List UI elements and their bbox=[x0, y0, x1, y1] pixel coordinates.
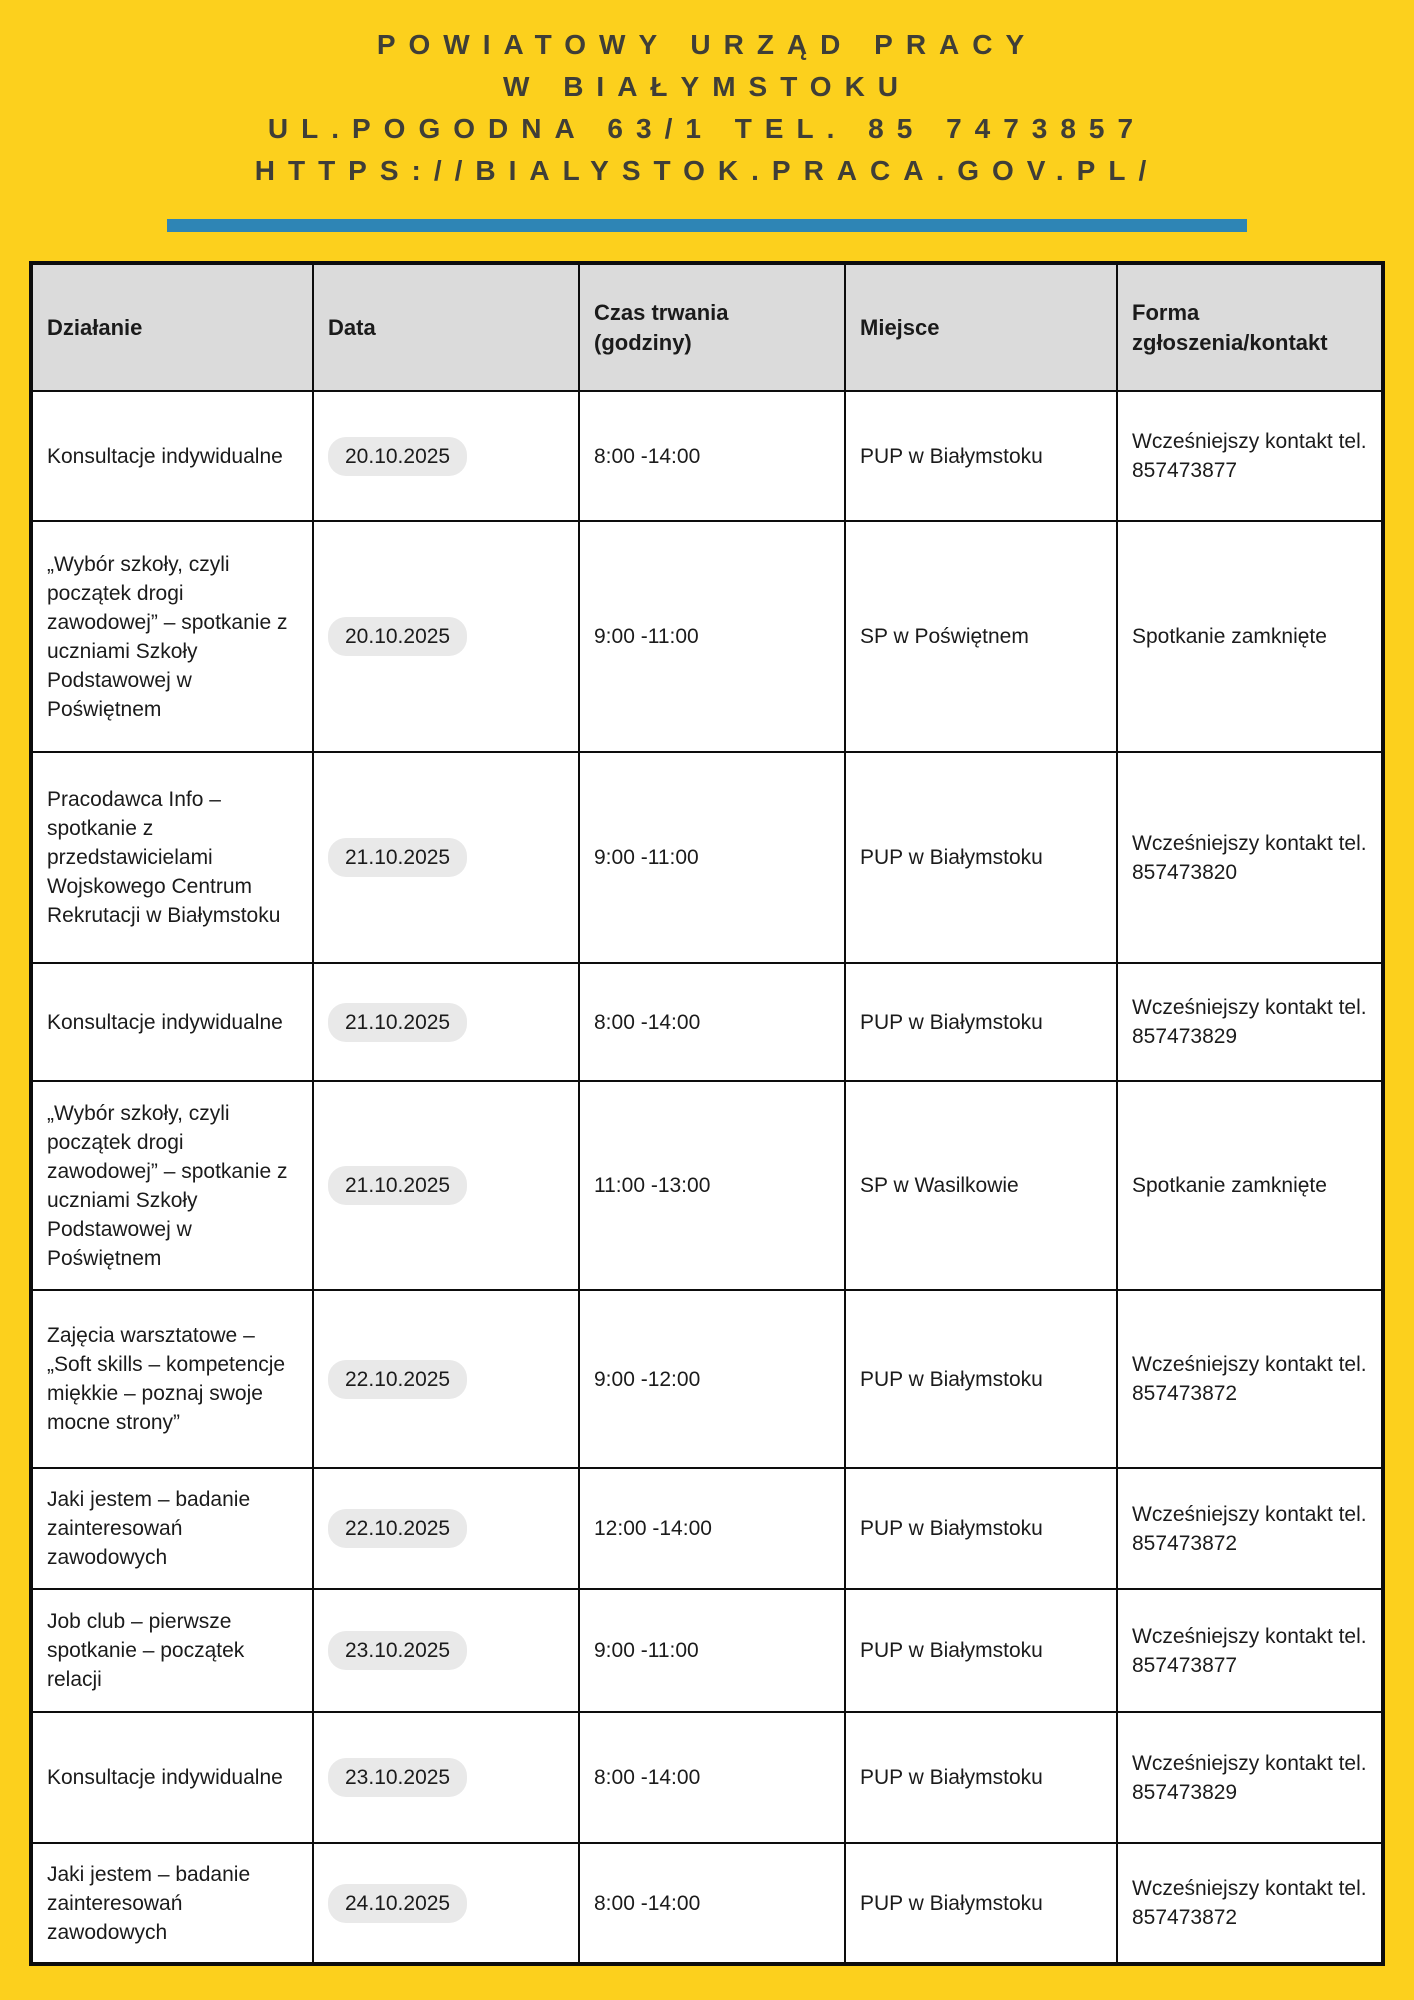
cell-time: 12:00 -14:00 bbox=[579, 1468, 845, 1589]
date-pill: 21.10.2025 bbox=[328, 1166, 467, 1205]
table-row bbox=[31, 1843, 1383, 1964]
cell-date bbox=[313, 1843, 579, 1964]
cell-contact: Wcześniejszy kontakt tel. 857473829 bbox=[1117, 963, 1383, 1081]
cell-date bbox=[313, 391, 579, 521]
cell-contact: Spotkanie zamknięte bbox=[1117, 521, 1383, 752]
cell-time: 8:00 -14:00 bbox=[579, 1843, 845, 1964]
column-header-contact: Forma zgłoszenia/kontakt bbox=[1117, 263, 1383, 391]
cell-action: Pracodawca Info – spotkanie z przedstawicielami Wojskowego Centrum Rekrutacji w Białymstoku bbox=[31, 752, 313, 963]
date-pill: 21.10.2025 bbox=[328, 1003, 467, 1042]
date-pill: 22.10.2025 bbox=[328, 1360, 467, 1399]
cell-action: „Wybór szkoły, czyli początek drogi zawodowej” – spotkanie z uczniami Szkoły Podstawowej w Poświętnem bbox=[31, 1081, 313, 1290]
table-row bbox=[31, 521, 1383, 752]
cell-time: 11:00 -13:00 bbox=[579, 1081, 845, 1290]
cell-place: SP w Poświętnem bbox=[845, 521, 1117, 752]
table-row bbox=[31, 1081, 1383, 1290]
date-pill: 24.10.2025 bbox=[328, 1884, 467, 1923]
cell-action: Konsultacje indywidualne bbox=[31, 1712, 313, 1843]
table-row bbox=[31, 391, 1383, 521]
events-schedule-table bbox=[29, 261, 1385, 1966]
cell-time: 8:00 -14:00 bbox=[579, 391, 845, 521]
cell-place: SP w Wasilkowie bbox=[845, 1081, 1117, 1290]
cell-place: PUP w Białymstoku bbox=[845, 1712, 1117, 1843]
cell-action: Jaki jestem – badanie zainteresowań zawodowych bbox=[31, 1468, 313, 1589]
cell-contact: Wcześniejszy kontakt tel. 857473872 bbox=[1117, 1290, 1383, 1468]
cell-action: Jaki jestem – badanie zainteresowań zawodowych bbox=[31, 1843, 313, 1964]
cell-time: 8:00 -14:00 bbox=[579, 1712, 845, 1843]
cell-action: Konsultacje indywidualne bbox=[31, 391, 313, 521]
cell-place: PUP w Białymstoku bbox=[845, 391, 1117, 521]
cell-place: PUP w Białymstoku bbox=[845, 963, 1117, 1081]
cell-place: PUP w Białymstoku bbox=[845, 1290, 1117, 1468]
table-row bbox=[31, 752, 1383, 963]
cell-contact: Spotkanie zamknięte bbox=[1117, 1081, 1383, 1290]
cell-date bbox=[313, 1468, 579, 1589]
cell-place: PUP w Białymstoku bbox=[845, 1589, 1117, 1712]
cell-contact: Wcześniejszy kontakt tel. 857473820 bbox=[1117, 752, 1383, 963]
cell-time: 8:00 -14:00 bbox=[579, 963, 845, 1081]
date-pill: 20.10.2025 bbox=[328, 437, 467, 476]
cell-date bbox=[313, 963, 579, 1081]
accent-divider-bar bbox=[167, 219, 1247, 232]
table-row bbox=[31, 963, 1383, 1081]
cell-contact: Wcześniejszy kontakt tel. 857473877 bbox=[1117, 1589, 1383, 1712]
cell-contact: Wcześniejszy kontakt tel. 857473872 bbox=[1117, 1843, 1383, 1964]
cell-date bbox=[313, 1712, 579, 1843]
column-header-time: Czas trwania (godziny) bbox=[579, 263, 845, 391]
table-header-row bbox=[31, 263, 1383, 391]
table-row bbox=[31, 1589, 1383, 1712]
date-pill: 22.10.2025 bbox=[328, 1509, 467, 1548]
cell-action: Job club – pierwsze spotkanie – początek relacji bbox=[31, 1589, 313, 1712]
cell-time: 9:00 -11:00 bbox=[579, 1589, 845, 1712]
office-name-line2: W BIAŁYMSTOKU bbox=[502, 71, 912, 102]
date-pill: 21.10.2025 bbox=[328, 838, 467, 877]
cell-place: PUP w Białymstoku bbox=[845, 1468, 1117, 1589]
cell-date bbox=[313, 1081, 579, 1290]
office-website: HTTPS://BIALYSTOK.PRACA.GOV.PL/ bbox=[254, 155, 1160, 186]
cell-place: PUP w Białymstoku bbox=[845, 1843, 1117, 1964]
cell-time: 9:00 -11:00 bbox=[579, 521, 845, 752]
cell-time: 9:00 -11:00 bbox=[579, 752, 845, 963]
column-header-place: Miejsce bbox=[845, 263, 1117, 391]
office-address-phone: UL.POGODNA 63/1 TEL. 85 7473857 bbox=[267, 113, 1147, 144]
table-row bbox=[31, 1468, 1383, 1589]
cell-contact: Wcześniejszy kontakt tel. 857473877 bbox=[1117, 391, 1383, 521]
cell-date bbox=[313, 752, 579, 963]
cell-date bbox=[313, 521, 579, 752]
office-masthead bbox=[0, 0, 1414, 192]
office-name-line1: POWIATOWY URZĄD PRACY bbox=[376, 29, 1038, 60]
date-pill: 23.10.2025 bbox=[328, 1631, 467, 1670]
date-pill: 20.10.2025 bbox=[328, 617, 467, 656]
table-row bbox=[31, 1712, 1383, 1843]
column-header-action: Działanie bbox=[31, 263, 313, 391]
cell-action: Konsultacje indywidualne bbox=[31, 963, 313, 1081]
date-pill: 23.10.2025 bbox=[328, 1758, 467, 1797]
cell-action: „Wybór szkoły, czyli początek drogi zawodowej” – spotkanie z uczniami Szkoły Podstawowej w Poświętnem bbox=[31, 521, 313, 752]
cell-date bbox=[313, 1589, 579, 1712]
cell-contact: Wcześniejszy kontakt tel. 857473872 bbox=[1117, 1468, 1383, 1589]
cell-action: Zajęcia warsztatowe – „Soft skills – kompetencje miękkie – poznaj swoje mocne strony” bbox=[31, 1290, 313, 1468]
cell-contact: Wcześniejszy kontakt tel. 857473829 bbox=[1117, 1712, 1383, 1843]
cell-time: 9:00 -12:00 bbox=[579, 1290, 845, 1468]
cell-date bbox=[313, 1290, 579, 1468]
column-header-date: Data bbox=[313, 263, 579, 391]
table-row bbox=[31, 1290, 1383, 1468]
cell-place: PUP w Białymstoku bbox=[845, 752, 1117, 963]
